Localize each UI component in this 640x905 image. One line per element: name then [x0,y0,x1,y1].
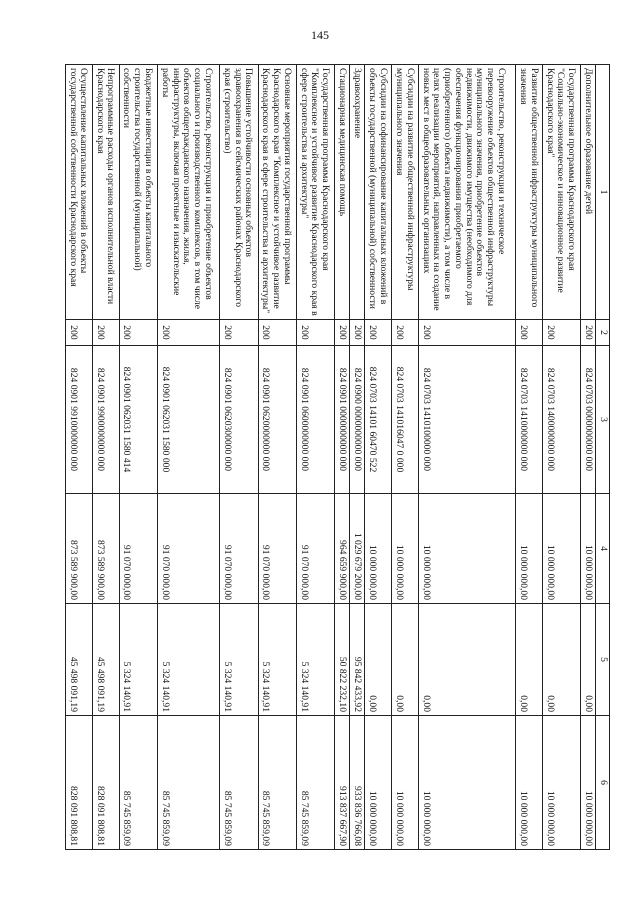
row-name-cell: Стационарная медицинская помощь [335,65,350,320]
table-row [365,65,392,850]
row-approved-cell: 10 000 000,00 [365,494,392,604]
row-remaining-cell: 85 745 859,09 [220,716,258,850]
row-executed-cell: 5 324 140,91 [258,604,296,716]
row-kbk-cell: 824 0901 9910000000 000 [66,346,93,494]
row-code-cell: 200 [258,320,296,346]
row-executed-cell: 5 324 140,91 [158,604,220,716]
row-approved-cell: 964 659 900,00 [335,494,350,604]
row-code-cell: 200 [335,320,350,346]
row-name-cell: Субсидии на софинансирование капитальных вложений в объекты государственной (муниципальной) собственности [365,65,392,320]
row-kbk-cell: 824 0901 0620300000 000 [220,346,258,494]
row-remaining-cell: 10 000 000,00 [581,716,596,850]
table-row [581,65,596,850]
row-executed-cell: 0,00 [418,604,515,716]
table-row [516,65,543,850]
row-executed-cell: 0,00 [516,604,543,716]
row-executed-cell: 0,00 [392,604,419,716]
table-row [418,65,515,850]
row-approved-cell: 873 589 900,00 [66,494,93,604]
row-remaining-cell: 10 000 000,00 [542,716,580,850]
row-code-cell: 200 [350,320,365,346]
row-remaining-cell: 913 837 667,90 [335,716,350,850]
row-kbk-cell: 824 0703 14101 60470 522 [365,346,392,494]
row-kbk-cell: 824 0901 0600000000 000 [296,346,334,494]
row-kbk-cell: 824 0901 062031 1580 000 [158,346,220,494]
table-row [158,65,220,850]
page-number: 145 [311,28,329,42]
row-kbk-cell: 824 0703 1410100000 000 [418,346,515,494]
row-approved-cell: 91 070 000,00 [296,494,334,604]
row-name-cell: Строительство, реконструкция и техническое перевооружение объектов общественной инфраструктуры муниципального значения, приобретение объектов недвижимости, движимого имущества (необходимого для обеспечения функционирования приобретаемого (приобретенного) объекта недвижимости), а том числе в целях реализации мероприятий, направленных на создание новых мест в общеобразовательных организациях [418,65,515,320]
row-remaining-cell: 85 745 859,09 [119,716,157,850]
column-header: 2 [596,320,610,346]
row-code-cell: 200 [365,320,392,346]
row-name-cell: Непрограммные расходы органов исполнительной власти Краснодарского края [92,65,119,320]
row-executed-cell: 5 324 140,91 [296,604,334,716]
row-remaining-cell: 828 091 808,81 [66,716,93,850]
row-name-cell: Государственная программа Краснодарского края "Социально-экономическое и инновационное развитие Краснодарского края" [542,65,580,320]
row-remaining-cell: 85 745 859,09 [296,716,334,850]
row-remaining-cell: 10 000 000,00 [365,716,392,850]
table-row [92,65,119,850]
row-remaining-cell: 10 000 000,00 [392,716,419,850]
row-name-cell: Субсидии на развитие общественной инфраструктуры муниципального значения [392,65,419,320]
row-remaining-cell: 85 745 859,09 [158,716,220,850]
row-approved-cell: 91 070 000,00 [119,494,157,604]
row-executed-cell: 0,00 [581,604,596,716]
column-header: 5 [596,604,610,716]
row-code-cell: 200 [581,320,596,346]
row-code-cell: 200 [418,320,515,346]
row-kbk-cell: 824 0901 9900000000 000 [92,346,119,494]
row-executed-cell: 0,00 [365,604,392,716]
row-remaining-cell: 10 000 000,00 [418,716,515,850]
budget-table-frame [65,64,610,849]
row-approved-cell: 1 029 679 200,00 [350,494,365,604]
row-approved-cell: 91 070 000,00 [220,494,258,604]
column-header: 1 [596,65,610,320]
row-approved-cell: 91 070 000,00 [158,494,220,604]
row-approved-cell: 10 000 000,00 [581,494,596,604]
table-row [542,65,580,850]
row-remaining-cell: 933 836 766,08 [350,716,365,850]
table-row [220,65,258,850]
row-executed-cell: 45 498 091,19 [92,604,119,716]
row-executed-cell: 0,00 [542,604,580,716]
table-row [66,65,93,850]
row-remaining-cell: 10 000 000,00 [516,716,543,850]
row-name-cell: Развитие общественной инфраструктуры муниципального значения [516,65,543,320]
row-executed-cell: 45 498 091,19 [66,604,93,716]
row-kbk-cell: 824 0901 0000000000 000 [335,346,350,494]
row-kbk-cell: 824 0901 0620000000 000 [258,346,296,494]
row-executed-cell: 5 324 140,91 [220,604,258,716]
row-kbk-cell: 824 0703 141016047 0 000 [392,346,419,494]
row-code-cell: 200 [158,320,220,346]
row-name-cell: Здравоохранение [350,65,365,320]
row-approved-cell: 873 589 900,00 [92,494,119,604]
row-code-cell: 200 [119,320,157,346]
table-row [258,65,296,850]
row-code-cell: 200 [66,320,93,346]
row-code-cell: 200 [392,320,419,346]
row-approved-cell: 10 000 000,00 [392,494,419,604]
row-approved-cell: 10 000 000,00 [516,494,543,604]
table-row [296,65,334,850]
row-kbk-cell: 824 0703 1410000000 000 [516,346,543,494]
column-header: 3 [596,346,610,494]
table-row [392,65,419,850]
column-header: 4 [596,494,610,604]
row-remaining-cell: 85 745 859,09 [258,716,296,850]
table-row [119,65,157,850]
row-executed-cell: 50 822 232,10 [335,604,350,716]
row-name-cell: Основные мероприятия государственной программы Краснодарского края "Комплексное и устойчивое развитие Краснодарского края в сфере строительства и архитектуры" [258,65,296,320]
row-name-cell: Строительство, реконструкция и приобретение объектов социального и производственного комплексов, в том числе объектов общегражданского назначения, жилья, инфраструктуры, включая проектные и изыскательские работы [158,65,220,320]
column-header: 6 [596,716,610,850]
table-row [335,65,350,850]
row-executed-cell: 5 324 140,91 [119,604,157,716]
row-approved-cell: 91 070 000,00 [258,494,296,604]
row-remaining-cell: 828 091 808,81 [92,716,119,850]
row-code-cell: 200 [542,320,580,346]
row-name-cell: Бюджетные инвестиции в объекты капитального строительства государственной (муниципальной) собственности [119,65,157,320]
table-header-row [596,65,610,850]
row-code-cell: 200 [220,320,258,346]
row-code-cell: 200 [516,320,543,346]
row-kbk-cell: 824 0703 0000000000 000 [581,346,596,494]
row-executed-cell: 95 842 433,92 [350,604,365,716]
table-row [350,65,365,850]
row-name-cell: Дополнительное образование детей [581,65,596,320]
row-code-cell: 200 [92,320,119,346]
row-approved-cell: 10 000 000,00 [418,494,515,604]
budget-table [65,64,610,850]
row-name-cell: Государственная программа Краснодарского края "Комплексное и устойчивое развитие Краснодарского края в сфере строительства и архитектуры" [296,65,334,320]
row-code-cell: 200 [296,320,334,346]
row-kbk-cell: 824 0900 0000000000 000 [350,346,365,494]
row-name-cell: Повышение устойчивости основных объектов здравоохранения в сейсмических районах Краснодарского края (строительство) [220,65,258,320]
row-kbk-cell: 824 0901 062031 1580 414 [119,346,157,494]
row-approved-cell: 10 000 000,00 [542,494,580,604]
row-kbk-cell: 824 0703 1400000000 000 [542,346,580,494]
row-name-cell: Осуществление капитальных вложений в объекты государственной собственности Краснодарского края [66,65,93,320]
